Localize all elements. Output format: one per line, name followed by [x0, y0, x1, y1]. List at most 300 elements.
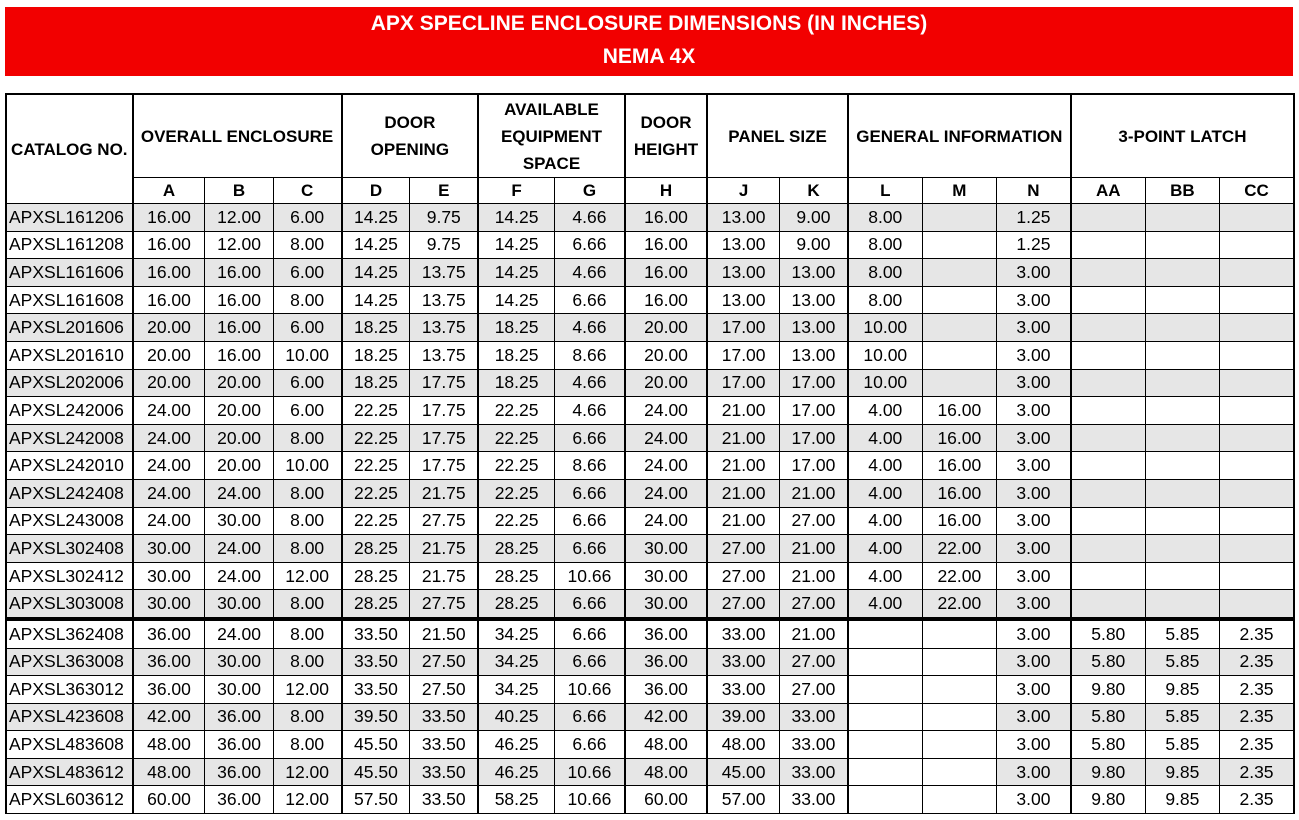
dimension-cell-cc [1220, 286, 1294, 314]
dimension-cell-e: 33.50 [410, 786, 478, 814]
dimension-cell-g: 10.66 [555, 758, 625, 786]
dimension-cell-j: 27.00 [707, 562, 779, 590]
column-header-e: E [410, 178, 478, 204]
dimension-cell-a: 24.00 [133, 507, 205, 535]
dimension-cell-f: 28.25 [478, 535, 554, 563]
dimension-cell-d: 22.25 [342, 397, 410, 425]
dimension-cell-b: 12.00 [205, 231, 273, 259]
dimension-cell-bb [1145, 535, 1219, 563]
dimension-cell-j: 21.00 [707, 479, 779, 507]
catalog-number-cell: APXSL362408 [6, 619, 133, 648]
dimension-cell-e: 17.75 [410, 452, 478, 480]
header-group-available-equipment-space: AVAILABLE EQUIPMENT SPACE [478, 94, 625, 178]
dimension-cell-b: 20.00 [205, 397, 273, 425]
dimension-cell-bb [1145, 369, 1219, 397]
dimension-cell-l: 8.00 [848, 259, 922, 287]
dimension-cell-m: 16.00 [922, 397, 996, 425]
dimension-cell-bb [1145, 397, 1219, 425]
dimension-cell-h: 30.00 [625, 562, 707, 590]
dimension-cell-d: 14.25 [342, 204, 410, 232]
dimension-cell-a: 16.00 [133, 286, 205, 314]
dimension-cell-bb: 5.85 [1145, 619, 1219, 648]
dimension-cell-c: 12.00 [273, 758, 341, 786]
column-header-d: D [342, 178, 410, 204]
dimension-cell-cc [1220, 562, 1294, 590]
dimension-cell-l [848, 731, 922, 759]
dimension-cell-cc [1220, 369, 1294, 397]
dimension-cell-cc [1220, 535, 1294, 563]
dimension-cell-k: 17.00 [780, 397, 848, 425]
dimension-cell-b: 36.00 [205, 703, 273, 731]
table-row [6, 259, 1294, 287]
dimension-cell-bb: 5.85 [1145, 731, 1219, 759]
dimension-cell-a: 20.00 [133, 341, 205, 369]
dimension-cell-bb: 9.85 [1145, 676, 1219, 704]
dimension-cell-j: 13.00 [707, 204, 779, 232]
catalog-number-cell: APXSL303008 [6, 590, 133, 619]
dimension-cell-b: 24.00 [205, 535, 273, 563]
dimension-cell-f: 18.25 [478, 369, 554, 397]
dimension-cell-cc [1220, 452, 1294, 480]
dimension-cell-e: 21.75 [410, 535, 478, 563]
dimension-cell-d: 33.50 [342, 648, 410, 676]
dimension-cell-m: 22.00 [922, 535, 996, 563]
dimension-cell-g: 10.66 [555, 676, 625, 704]
dimension-cell-f: 14.25 [478, 231, 554, 259]
dimension-cell-g: 6.66 [555, 424, 625, 452]
page-subtitle: NEMA 4X [602, 45, 696, 68]
dimension-cell-cc [1220, 341, 1294, 369]
dimension-cell-f: 46.25 [478, 758, 554, 786]
column-header-h: H [625, 178, 707, 204]
dimension-cell-a: 42.00 [133, 703, 205, 731]
dimension-cell-g: 10.66 [555, 562, 625, 590]
table-row [6, 369, 1294, 397]
dimension-cell-m [922, 286, 996, 314]
dimension-cell-l [848, 676, 922, 704]
dimension-cell-k: 9.00 [780, 231, 848, 259]
dimension-cell-k: 27.00 [780, 648, 848, 676]
dimension-cell-b: 16.00 [205, 286, 273, 314]
column-header-a: A [133, 178, 205, 204]
dimension-cell-j: 21.00 [707, 452, 779, 480]
dimension-cell-g: 4.66 [555, 369, 625, 397]
column-header-c: C [273, 178, 341, 204]
dimension-cell-m [922, 676, 996, 704]
dimension-cell-m [922, 314, 996, 342]
dimension-cell-k: 21.00 [780, 535, 848, 563]
dimension-cell-b: 20.00 [205, 369, 273, 397]
table-row [6, 204, 1294, 232]
catalog-number-cell: APXSL363012 [6, 676, 133, 704]
dimension-cell-aa: 5.80 [1071, 648, 1145, 676]
dimension-cell-n: 3.00 [997, 314, 1071, 342]
table-row [6, 731, 1294, 759]
table-row [6, 676, 1294, 704]
dimension-cell-j: 17.00 [707, 341, 779, 369]
dimension-cell-h: 16.00 [625, 259, 707, 287]
table-row [6, 619, 1294, 648]
dimension-cell-f: 14.25 [478, 204, 554, 232]
dimension-cell-n: 3.00 [997, 676, 1071, 704]
dimension-cell-h: 36.00 [625, 648, 707, 676]
dimension-cell-k: 13.00 [780, 341, 848, 369]
dimension-cell-j: 21.00 [707, 507, 779, 535]
dimension-cell-k: 27.00 [780, 676, 848, 704]
dimension-cell-e: 33.50 [410, 758, 478, 786]
table-row [6, 648, 1294, 676]
dimension-cell-h: 30.00 [625, 535, 707, 563]
column-header-f: F [478, 178, 554, 204]
dimension-cell-bb [1145, 204, 1219, 232]
dimension-cell-k: 27.00 [780, 590, 848, 619]
dimension-cell-a: 36.00 [133, 676, 205, 704]
dimension-cell-n: 3.00 [997, 590, 1071, 619]
dimension-cell-bb [1145, 231, 1219, 259]
dimension-cell-g: 4.66 [555, 314, 625, 342]
dimension-cell-k: 13.00 [780, 259, 848, 287]
column-header-b: B [205, 178, 273, 204]
dimension-cell-d: 45.50 [342, 758, 410, 786]
dimension-cell-l: 8.00 [848, 204, 922, 232]
dimension-cell-k: 21.00 [780, 562, 848, 590]
header-catalog-no: CATALOG NO. [6, 94, 133, 204]
dimension-cell-c: 6.00 [273, 369, 341, 397]
column-header-l: L [848, 178, 922, 204]
dimension-cell-c: 6.00 [273, 397, 341, 425]
dimension-cell-m [922, 648, 996, 676]
dimension-cell-c: 8.00 [273, 507, 341, 535]
dimension-cell-cc [1220, 479, 1294, 507]
dimension-cell-n: 3.00 [997, 424, 1071, 452]
dimension-cell-cc: 2.35 [1220, 648, 1294, 676]
dimension-cell-j: 13.00 [707, 259, 779, 287]
dimension-cell-e: 21.75 [410, 479, 478, 507]
dimension-cell-h: 20.00 [625, 314, 707, 342]
dimension-cell-cc [1220, 424, 1294, 452]
dimension-cell-j: 33.00 [707, 648, 779, 676]
table-row [6, 314, 1294, 342]
dimension-cell-aa [1071, 452, 1145, 480]
dimension-cell-bb [1145, 314, 1219, 342]
column-header-j: J [707, 178, 779, 204]
dimension-cell-e: 33.50 [410, 703, 478, 731]
catalog-number-cell: APXSL363008 [6, 648, 133, 676]
dimension-cell-g: 6.66 [555, 590, 625, 619]
dimension-cell-h: 20.00 [625, 341, 707, 369]
dimension-cell-m [922, 369, 996, 397]
dimension-cell-m: 16.00 [922, 452, 996, 480]
table-row [6, 703, 1294, 731]
dimension-cell-e: 27.75 [410, 590, 478, 619]
dimension-cell-d: 18.25 [342, 314, 410, 342]
dimension-cell-e: 9.75 [410, 204, 478, 232]
dimension-cell-f: 22.25 [478, 452, 554, 480]
dimension-cell-d: 22.25 [342, 507, 410, 535]
dimension-cell-h: 16.00 [625, 286, 707, 314]
dimension-cell-k: 17.00 [780, 369, 848, 397]
dimension-cell-aa [1071, 341, 1145, 369]
dimension-cell-k: 17.00 [780, 424, 848, 452]
dimension-cell-bb [1145, 452, 1219, 480]
dimension-cell-b: 24.00 [205, 619, 273, 648]
dimension-cell-a: 16.00 [133, 204, 205, 232]
dimension-cell-l: 4.00 [848, 562, 922, 590]
dimension-cell-f: 22.25 [478, 507, 554, 535]
dimension-cell-bb [1145, 341, 1219, 369]
column-header-g: G [555, 178, 625, 204]
dimension-cell-h: 48.00 [625, 758, 707, 786]
dimension-cell-m [922, 731, 996, 759]
dimension-cell-h: 16.00 [625, 231, 707, 259]
dimension-cell-l: 4.00 [848, 452, 922, 480]
dimension-cell-j: 17.00 [707, 369, 779, 397]
dimension-cell-j: 57.00 [707, 786, 779, 814]
dimension-cell-g: 6.66 [555, 479, 625, 507]
dimension-cell-n: 3.00 [997, 619, 1071, 648]
catalog-number-cell: APXSL302412 [6, 562, 133, 590]
dimension-cell-f: 34.25 [478, 619, 554, 648]
dimension-cell-n: 3.00 [997, 786, 1071, 814]
dimension-cell-h: 48.00 [625, 731, 707, 759]
table-row [6, 479, 1294, 507]
table-row [6, 452, 1294, 480]
dimension-cell-g: 6.66 [555, 507, 625, 535]
dimension-cell-g: 6.66 [555, 703, 625, 731]
dimension-cell-k: 27.00 [780, 507, 848, 535]
catalog-number-cell: APXSL603612 [6, 786, 133, 814]
dimension-cell-c: 8.00 [273, 231, 341, 259]
dimension-cell-j: 13.00 [707, 286, 779, 314]
dimension-cell-d: 14.25 [342, 286, 410, 314]
dimension-cell-cc [1220, 204, 1294, 232]
dimension-cell-m: 22.00 [922, 590, 996, 619]
dimension-cell-e: 13.75 [410, 314, 478, 342]
dimension-cell-h: 30.00 [625, 590, 707, 619]
dimension-cell-bb: 5.85 [1145, 703, 1219, 731]
dimension-cell-aa [1071, 314, 1145, 342]
dimension-cell-d: 28.25 [342, 562, 410, 590]
dimension-cell-aa [1071, 369, 1145, 397]
dimension-cell-g: 4.66 [555, 204, 625, 232]
catalog-number-cell: APXSL483608 [6, 731, 133, 759]
dimension-cell-h: 36.00 [625, 676, 707, 704]
dimension-cell-d: 18.25 [342, 369, 410, 397]
catalog-number-cell: APXSL302408 [6, 535, 133, 563]
dimension-cell-b: 30.00 [205, 676, 273, 704]
dimension-cell-k: 9.00 [780, 204, 848, 232]
header-group-three-point-latch: 3-POINT LATCH [1071, 94, 1294, 178]
dimension-cell-e: 33.50 [410, 731, 478, 759]
dimension-cell-aa [1071, 204, 1145, 232]
dimension-cell-a: 16.00 [133, 231, 205, 259]
dimension-cell-aa: 9.80 [1071, 676, 1145, 704]
dimension-cell-cc [1220, 231, 1294, 259]
dimension-cell-j: 17.00 [707, 314, 779, 342]
dimension-cell-e: 17.75 [410, 369, 478, 397]
dimension-cell-c: 8.00 [273, 648, 341, 676]
page-title: APX SPECLINE ENCLOSURE DIMENSIONS (IN INCHES) [370, 12, 928, 35]
dimension-cell-cc: 2.35 [1220, 619, 1294, 648]
catalog-number-cell: APXSL161208 [6, 231, 133, 259]
dimension-cell-b: 20.00 [205, 452, 273, 480]
dimension-cell-a: 60.00 [133, 786, 205, 814]
dimension-cell-n: 3.00 [997, 397, 1071, 425]
dimension-cell-d: 14.25 [342, 231, 410, 259]
dimension-cell-d: 28.25 [342, 590, 410, 619]
dimension-cell-l: 10.00 [848, 341, 922, 369]
dimension-cell-j: 13.00 [707, 231, 779, 259]
dimension-cell-e: 13.75 [410, 341, 478, 369]
header-group-door-height: DOOR HEIGHT [625, 94, 707, 178]
dimension-cell-g: 4.66 [555, 397, 625, 425]
dimension-cell-b: 24.00 [205, 479, 273, 507]
dimension-cell-f: 18.25 [478, 341, 554, 369]
dimension-cell-k: 33.00 [780, 703, 848, 731]
dimension-cell-aa: 9.80 [1071, 758, 1145, 786]
dimension-cell-l: 4.00 [848, 397, 922, 425]
table-row [6, 341, 1294, 369]
column-header-aa: AA [1071, 178, 1145, 204]
title-banner [5, 7, 1293, 76]
dimension-cell-a: 24.00 [133, 397, 205, 425]
dimension-cell-b: 20.00 [205, 424, 273, 452]
dimension-cell-f: 14.25 [478, 286, 554, 314]
dimension-cell-a: 24.00 [133, 479, 205, 507]
dimension-cell-g: 6.66 [555, 231, 625, 259]
column-header-m: M [922, 178, 996, 204]
dimension-cell-cc: 2.35 [1220, 703, 1294, 731]
dimension-cell-a: 30.00 [133, 562, 205, 590]
dimension-cell-c: 8.00 [273, 535, 341, 563]
dimension-cell-d: 39.50 [342, 703, 410, 731]
dimension-cell-b: 24.00 [205, 562, 273, 590]
dimension-cell-h: 20.00 [625, 369, 707, 397]
dimension-cell-d: 33.50 [342, 619, 410, 648]
dimension-cell-b: 16.00 [205, 314, 273, 342]
dimension-cell-e: 13.75 [410, 286, 478, 314]
dimension-cell-a: 20.00 [133, 314, 205, 342]
dimension-cell-a: 48.00 [133, 758, 205, 786]
dimension-cell-h: 16.00 [625, 204, 707, 232]
dimension-cell-aa [1071, 231, 1145, 259]
dimension-cell-cc [1220, 259, 1294, 287]
dimension-cell-m [922, 758, 996, 786]
dimension-cell-l: 10.00 [848, 314, 922, 342]
dimension-cell-n: 3.00 [997, 286, 1071, 314]
dimension-cell-h: 60.00 [625, 786, 707, 814]
catalog-number-cell: APXSL201610 [6, 341, 133, 369]
dimension-cell-e: 17.75 [410, 424, 478, 452]
catalog-number-cell: APXSL423608 [6, 703, 133, 731]
dimension-cell-g: 6.66 [555, 648, 625, 676]
dimension-cell-m: 22.00 [922, 562, 996, 590]
column-header-n: N [997, 178, 1071, 204]
dimension-cell-l: 4.00 [848, 507, 922, 535]
dimension-cell-e: 27.50 [410, 648, 478, 676]
dimension-cell-n: 3.00 [997, 341, 1071, 369]
dimension-cell-e: 21.50 [410, 619, 478, 648]
catalog-number-cell: APXSL242008 [6, 424, 133, 452]
dimension-cell-k: 33.00 [780, 731, 848, 759]
dimension-cell-n: 3.00 [997, 703, 1071, 731]
dimension-cell-a: 20.00 [133, 369, 205, 397]
dimension-cell-f: 22.25 [478, 479, 554, 507]
dimension-cell-m [922, 703, 996, 731]
column-header-cc: CC [1220, 178, 1294, 204]
dimension-cell-j: 45.00 [707, 758, 779, 786]
dimension-cell-c: 10.00 [273, 341, 341, 369]
dimension-cell-b: 36.00 [205, 786, 273, 814]
dimension-cell-n: 3.00 [997, 259, 1071, 287]
catalog-number-cell: APXSL242408 [6, 479, 133, 507]
dimension-cell-n: 3.00 [997, 731, 1071, 759]
dimension-cell-c: 6.00 [273, 204, 341, 232]
dimension-cell-k: 33.00 [780, 758, 848, 786]
dimension-cell-f: 28.25 [478, 562, 554, 590]
dimension-cell-m [922, 341, 996, 369]
dimension-cell-e: 27.50 [410, 676, 478, 704]
dimension-cell-f: 22.25 [478, 397, 554, 425]
dimension-cell-f: 40.25 [478, 703, 554, 731]
dimension-cell-aa: 5.80 [1071, 731, 1145, 759]
dimension-cell-l: 4.00 [848, 590, 922, 619]
dimension-cell-d: 33.50 [342, 676, 410, 704]
dimension-cell-aa [1071, 590, 1145, 619]
dimension-cell-e: 21.75 [410, 562, 478, 590]
dimension-cell-bb [1145, 286, 1219, 314]
dimension-cell-f: 18.25 [478, 314, 554, 342]
dimension-cell-a: 30.00 [133, 535, 205, 563]
dimension-cell-bb [1145, 507, 1219, 535]
table-row [6, 562, 1294, 590]
dimension-cell-b: 16.00 [205, 341, 273, 369]
dimension-cell-l [848, 648, 922, 676]
header-group-general-information: GENERAL INFORMATION [848, 94, 1071, 178]
dimension-cell-aa [1071, 535, 1145, 563]
table-row [6, 535, 1294, 563]
dimension-cell-c: 8.00 [273, 286, 341, 314]
catalog-number-cell: APXSL161206 [6, 204, 133, 232]
dimension-cell-f: 14.25 [478, 259, 554, 287]
dimension-cell-d: 18.25 [342, 341, 410, 369]
dimension-cell-aa: 5.80 [1071, 619, 1145, 648]
dimension-cell-j: 27.00 [707, 590, 779, 619]
dimension-cell-a: 16.00 [133, 259, 205, 287]
catalog-number-cell: APXSL243008 [6, 507, 133, 535]
dimension-cell-bb [1145, 562, 1219, 590]
catalog-number-cell: APXSL201606 [6, 314, 133, 342]
dimension-cell-e: 9.75 [410, 231, 478, 259]
dimension-cell-c: 8.00 [273, 424, 341, 452]
dimension-cell-aa [1071, 286, 1145, 314]
dimension-cell-n: 3.00 [997, 758, 1071, 786]
dimension-cell-bb [1145, 259, 1219, 287]
dimension-cell-n: 1.25 [997, 204, 1071, 232]
dimension-cell-g: 6.66 [555, 286, 625, 314]
dimension-cell-k: 21.00 [780, 619, 848, 648]
dimension-cell-a: 36.00 [133, 648, 205, 676]
dimension-cell-j: 39.00 [707, 703, 779, 731]
dimension-cell-aa [1071, 562, 1145, 590]
dimension-cell-n: 3.00 [997, 369, 1071, 397]
dimension-cell-aa: 9.80 [1071, 786, 1145, 814]
dimension-cell-a: 24.00 [133, 452, 205, 480]
dimension-cell-g: 4.66 [555, 259, 625, 287]
dimension-cell-h: 36.00 [625, 619, 707, 648]
catalog-number-cell: APXSL242006 [6, 397, 133, 425]
dimension-cell-h: 24.00 [625, 424, 707, 452]
